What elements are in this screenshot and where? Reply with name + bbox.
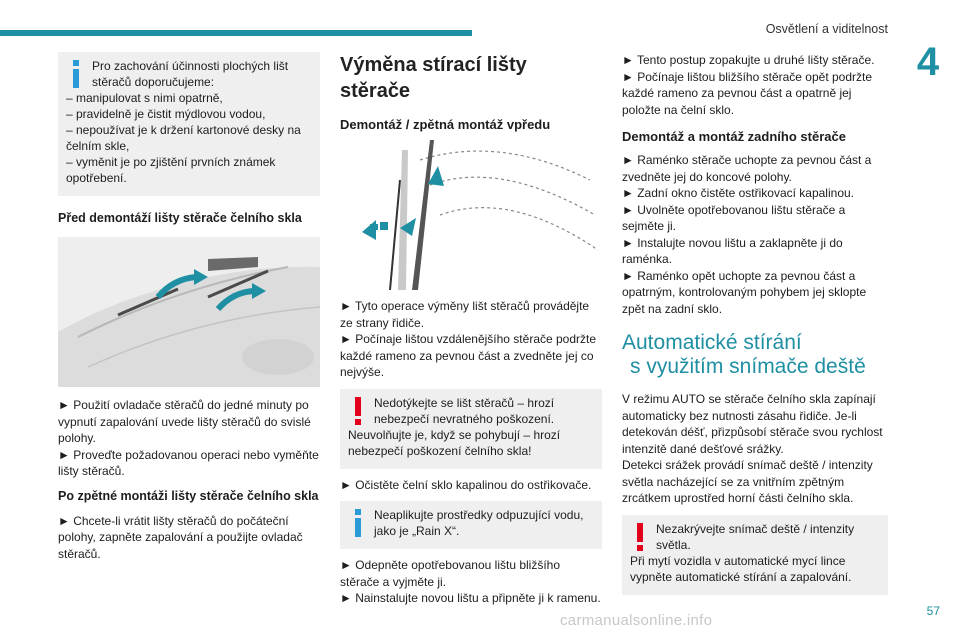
info-box-head: Neaplikujte prostředky odpuzující vodu, jako je „Rain X“.: [374, 508, 584, 538]
paragraph: V režimu AUTO se stěrače čelního skla zapínají automaticky bez nutnosti zásahu řidiče. Je-li detekován déšť, přizpůsobí stěrače svou rychlost intenzitě dané dešťové srážky.: [622, 392, 883, 456]
chapter-number: 4: [916, 40, 940, 84]
paragraph: ► Instalujte novou lištu a zaklapněte ji do raménka.: [622, 235, 843, 266]
info-box-line: – vyměnit je po zjištění prvních známek opotřebení.: [66, 155, 276, 185]
paragraph: ► Očistěte čelní sklo kapalinou do ostřikovače.: [340, 477, 592, 492]
warning-box: [340, 389, 602, 469]
wiper-blade-replacement-title: Výměna stírací lišty stěrače: [340, 54, 527, 102]
column-right: [622, 52, 888, 595]
warning-box-head: Nezakrývejte snímač deště / intenzity světla.: [656, 521, 855, 552]
paragraph: ► Počínaje lištou vzdálenějšího stěrače podržte každé rameno za pevnou část a zvedněte jej co nejvýše.: [340, 332, 597, 379]
automatic-wiping-heading-line1: Automatické stírání: [622, 331, 802, 354]
paragraph: ► Použití ovladače stěračů do jedné minuty po vypnutí zapalování uvede lišty stěračů do svislé polohy.: [58, 398, 311, 445]
paragraph: Detekci srážek provádí snímač deště / intenzity světla nacházející se za vnitřním zpětným zrcátkem uprostřed horní části čelního skla.: [622, 458, 873, 505]
page-number: 57: [926, 604, 940, 618]
column-middle: [340, 52, 602, 607]
automatic-wiping-heading-line2: s využitím snímače deště: [630, 355, 866, 378]
info-box-line: – manipulovat s nimi opatrně,: [66, 91, 223, 105]
info-box-head: Pro zachování účinnosti plochých lišt stěračů doporučujeme:: [92, 59, 289, 89]
info-box-line: – pravidelně je čistit mýdlovou vodou,: [66, 107, 266, 121]
paragraph: ► Tento postup zopakujte u druhé lišty stěrače.: [622, 53, 875, 67]
header-accent-bar: [0, 30, 472, 36]
info-box: [58, 52, 320, 196]
section-title: Osvětlení a viditelnost: [765, 22, 888, 36]
warning-box: [622, 515, 888, 595]
info-box-line: – nepoužívat je k držení kartonové desky na čelním skle,: [66, 123, 301, 153]
automatic-wiping-heading: [622, 331, 888, 379]
paragraph: ► Uvolněte opotřebovanou lištu stěrače a sejměte ji.: [622, 202, 846, 233]
wiper-drawing: [340, 140, 602, 290]
info-icon: [348, 509, 368, 537]
paragraph: ► Odepněte opotřebovanou lištu bližšího stěrače a vyjměte ji.: [340, 558, 561, 589]
windshield-drawing: [58, 237, 320, 387]
warning-box-head: Nedotýkejte se lišt stěračů – hrozí nebezpečí nevratného poškození.: [374, 395, 555, 426]
paragraph: ► Raménko opět uchopte za pevnou část a opatrným, kontrolovaným pohybem jej sklopte zpět na zadní sklo.: [622, 268, 867, 316]
paragraph: ► Tyto operace výměny lišt stěračů provádějte ze strany řidiče.: [340, 299, 590, 330]
paragraph: ► Zadní okno čistěte ostřikovací kapalinou.: [622, 186, 854, 200]
info-box: [340, 501, 602, 549]
rear-wiper-heading: Demontáž a montáž zadního stěrače: [622, 129, 846, 144]
paragraph: ► Nainstalujte novou lištu a připněte ji k ramenu.: [340, 591, 601, 605]
paragraph: ► Chcete-li vrátit lišty stěračů do počáteční polohy, zapněte zapalování a použijte ovladač stěračů.: [58, 513, 303, 561]
front-removal-subtitle: Demontáž / zpětná montáž vpředu: [340, 117, 551, 132]
warning-box-body: Neuvolňujte je, když se pohybují – hrozí nebezpečí poškození čelního skla!: [348, 427, 561, 458]
heading-before-removal: Před demontáží lišty stěrače čelního skla: [58, 211, 302, 225]
heading-after-refit: Po zpětné montáži lišty stěrače čelního skla: [58, 488, 319, 503]
windshield-illustration: [58, 237, 320, 387]
warning-icon: [630, 523, 650, 551]
paragraph: ► Proveďte požadovanou operaci nebo vyměňte lišty stěračů.: [58, 447, 319, 478]
column-left: [58, 52, 320, 562]
warning-icon: [348, 397, 368, 425]
wiper-illustration: [340, 140, 602, 290]
watermark: carmanualsonline.info: [560, 612, 713, 629]
warning-box-body: Při mytí vozidla v automatické mycí lince vypněte automatické stírání a zapalování.: [630, 553, 852, 584]
info-icon: [66, 60, 86, 88]
paragraph: ► Počínaje lištou bližšího stěrače opět podržte každé rameno za pevnou část a opatrně jej položte na čelní sklo.: [622, 69, 873, 117]
paragraph: ► Raménko stěrače uchopte za pevnou část a zvedněte jej do koncové polohy.: [622, 153, 872, 184]
